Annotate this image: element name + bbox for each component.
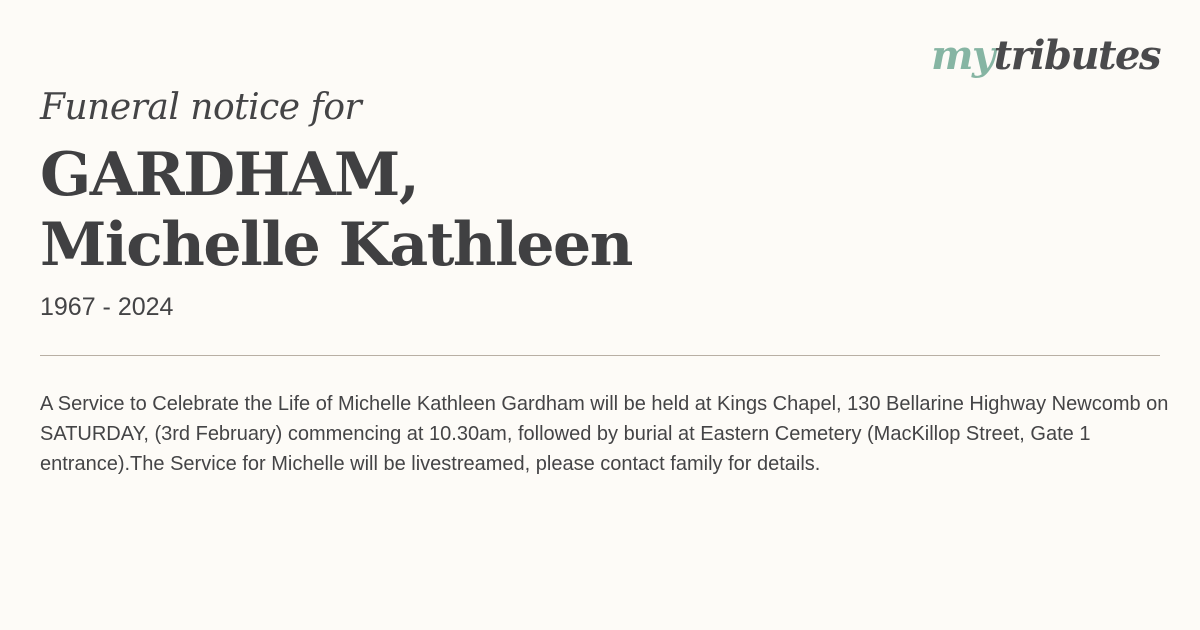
deceased-surname: GARDHAM, [40,140,419,210]
notice-body-text: A Service to Celebrate the Life of Michelle Kathleen Gardham will be held at Kings Chapel, 130 Bellarine Highway Newcomb on SATURDAY, (3rd February) commencing at 10.30am, followed by burial at Eastern Cemetery (MacKillop Street, Gate 1 entrance).The Service for Michelle will be livestreamed, please contact family for details. [40,393,1169,475]
life-years: 1967 - 2024 [40,293,174,321]
section-divider [40,355,1160,356]
mytributes-logo[interactable] [931,32,1160,79]
logo-my-text: my [931,32,994,79]
logo-tributes-text: tributes [993,32,1160,79]
deceased-given-names: Michelle Kathleen [40,210,632,280]
deceased-name [40,140,632,280]
notice-eyebrow: Funeral notice for [40,87,362,128]
